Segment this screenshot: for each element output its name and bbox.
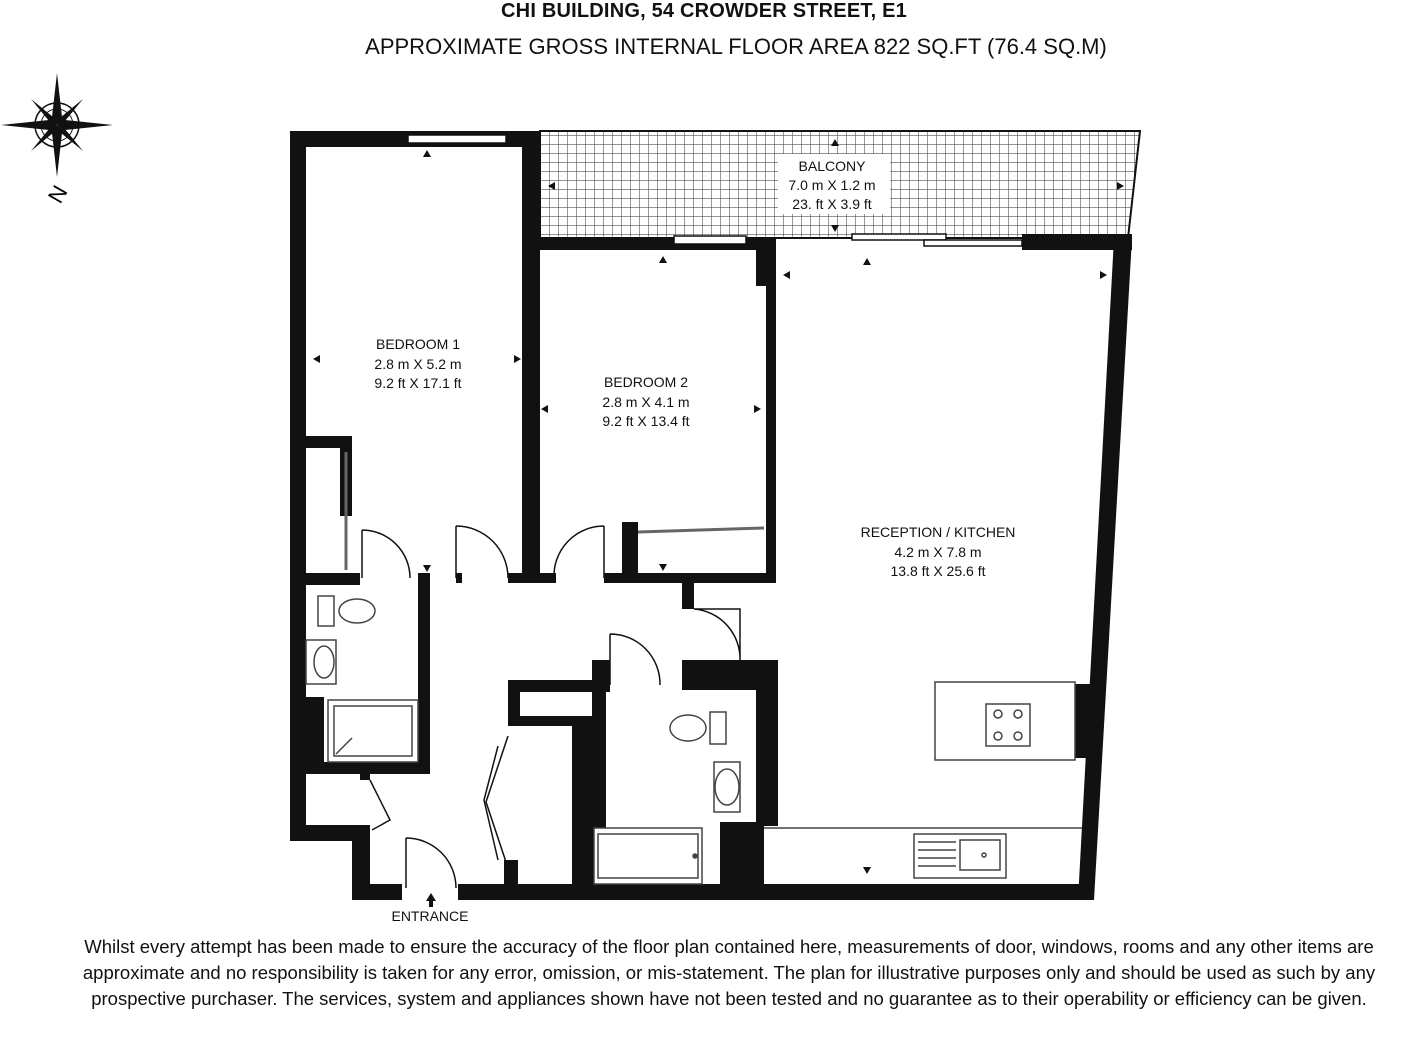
bedroom-2-metric: 2.8 m X 4.1 m [602, 394, 690, 410]
bedroom-2-imperial: 9.2 ft X 13.4 ft [602, 413, 690, 429]
bedroom-2 [541, 256, 761, 571]
reception-name: RECEPTION / KITCHEN [860, 524, 1016, 540]
reception-metric: 4.2 m X 7.8 m [894, 544, 982, 560]
entrance [391, 893, 468, 924]
bathroom-2-fixtures [594, 712, 740, 884]
disclaimer-text: Whilst every attempt has been made to ensure the accuracy of the floor plan contained here, measurements of door, windows, rooms and any other items are approximate and no responsibility is taken for any error, omission, or mis-statement. The plan for illustrative purposes only and should be used as such by any prospective purchaser. The services, system and appliances shown have not been tested and no guarantee as to their operability or efficiency can be given. [82, 936, 1376, 1009]
entrance-label: ENTRANCE [391, 908, 469, 924]
balcony-name: BALCONY [798, 158, 866, 174]
bedroom-1-name: BEDROOM 1 [375, 336, 461, 352]
bedroom-1-imperial: 9.2 ft X 17.1 ft [374, 375, 462, 391]
page-title: CHI BUILDING, 54 CROWDER STREET, E1 [501, 0, 907, 22]
floor-area-subtitle: APPROXIMATE GROSS INTERNAL FLOOR AREA 822 SQ.FT (76.4 SQ.M) [365, 34, 1107, 59]
bedroom-1-metric: 2.8 m X 5.2 m [374, 356, 462, 372]
compass-rose-icon [1, 73, 113, 207]
reception-imperial: 13.8 ft X 25.6 ft [890, 563, 986, 579]
reception-kitchen [783, 258, 1107, 874]
balcony-imperial: 23. ft X 3.9 ft [792, 196, 872, 212]
bedroom-2-name: BEDROOM 2 [603, 374, 689, 390]
compass-north-letter: N [42, 181, 73, 208]
balcony [540, 131, 1140, 238]
kitchen-fixtures [764, 682, 1082, 878]
wardrobes [346, 452, 764, 570]
balcony-metric: 7.0 m X 1.2 m [788, 177, 876, 193]
